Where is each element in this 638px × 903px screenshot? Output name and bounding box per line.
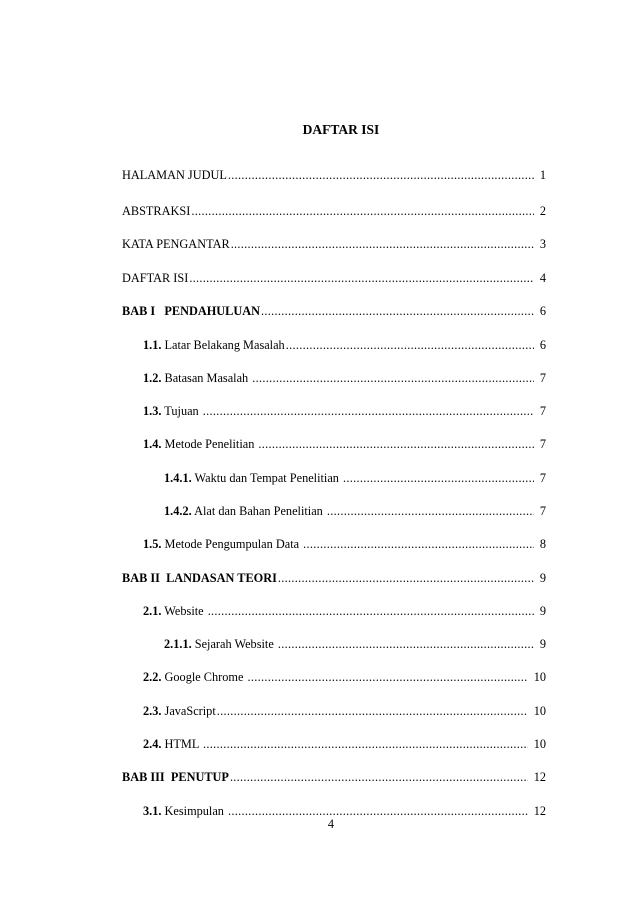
toc-entry [143,402,546,420]
toc-page-number: 7 [539,437,546,451]
toc-entry-number: 1.1. [143,338,162,352]
toc-entry [164,502,546,520]
toc-entry [143,735,546,753]
toc-entry-number: 2.2. [143,670,162,684]
toc-dot-leader [252,369,534,387]
toc-entry-label: Metode Pengumpulan Data [161,537,303,551]
toc-page-number: 1 [539,168,546,182]
toc-entry [122,269,546,287]
toc-dot-leader [230,768,528,786]
toc-dot-leader [278,635,534,653]
toc-entry [143,668,546,686]
toc-dot-leader [278,569,534,587]
toc-entry-label: ABSTRAKSI [122,204,191,218]
toc-dot-leader [343,469,534,487]
toc-dot-leader [261,302,534,320]
toc-page-number: 12 [533,770,546,784]
toc-entry-number: 1.5. [143,537,162,551]
toc-dot-leader [228,166,534,184]
toc-page-number: 3 [539,237,546,251]
toc-page-number: 10 [533,704,546,718]
toc-page-number: 12 [533,804,546,818]
toc-page-number: 7 [539,404,546,418]
toc-entry-label: Kesimpulan [161,804,228,818]
toc-dot-leader [217,702,528,720]
toc-entry [122,166,546,184]
toc-entry-number: 1.2. [143,371,162,385]
toc-entry [143,702,546,720]
toc-entry-label: Latar Belakang Masalah [161,338,285,352]
toc-page-number: 9 [539,571,546,585]
toc-page-number: 6 [539,338,546,352]
toc-dot-leader [303,535,534,553]
toc-entry-label: Sejarah Website [191,637,277,651]
toc-entry-label: DAFTAR ISI [122,271,189,285]
toc-entry [164,469,546,487]
toc-dot-leader [286,336,534,354]
toc-page-number: 6 [539,304,546,318]
toc-chapter-label: BAB II LANDASAN TEORI [122,571,277,585]
toc-page-number: 10 [533,737,546,751]
toc-page-number: 9 [539,604,546,618]
toc-entry [143,435,546,453]
toc-entry [143,336,546,354]
toc-dot-leader [189,269,534,287]
toc-entry [143,369,546,387]
toc-entry-label: Batasan Masalah [161,371,252,385]
toc-entry-number: 1.4. [143,437,162,451]
toc-entry-number: 1.4.2. [164,504,192,518]
toc-entry-label: HTML [161,737,202,751]
toc-entry-label: Alat dan Bahan Penelitian [191,504,326,518]
toc-entry-number: 1.4.1. [164,471,192,485]
toc-chapter-label: BAB III PENUTUP [122,770,229,784]
toc-entry [143,535,546,553]
toc-page-number: 2 [539,204,546,218]
toc-entry-number: 2.3. [143,704,162,718]
toc-chapter-label: BAB I PENDAHULUAN [122,304,261,318]
toc-dot-leader [191,202,534,220]
toc-entry-label: Tujuan [161,404,202,418]
toc-page-number: 7 [539,504,546,518]
toc-entry-label: Metode Penelitian [161,437,258,451]
toc-entry [164,635,546,653]
toc-entry-label: Website [161,604,207,618]
toc-entry-number: 2.1.1. [164,637,192,651]
toc-entry [143,602,546,620]
toc-dot-leader [258,435,533,453]
toc-dot-leader [231,235,534,253]
toc-entry [122,202,546,220]
toc-entry-label: Waktu dan Tempat Penelitian [191,471,343,485]
toc-chapter-entry [122,569,546,587]
toc-entry [122,235,546,253]
toc-dot-leader [248,668,528,686]
page-title: DAFTAR ISI [302,122,380,137]
toc-entry-label: JavaScript [161,704,216,718]
toc-page-number: 7 [539,371,546,385]
toc-dot-leader [203,402,534,420]
page-number-footer: 4 [327,817,335,831]
toc-page-number: 7 [539,471,546,485]
toc-chapter-entry [122,302,546,320]
toc-dot-leader [208,602,534,620]
toc-entry-number: 3.1. [143,804,162,818]
toc-page-number: 9 [539,637,546,651]
toc-entry-label: HALAMAN JUDUL [122,168,227,182]
toc-page-number: 8 [539,537,546,551]
toc-entry-number: 2.1. [143,604,162,618]
toc-chapter-entry [122,768,546,786]
toc-dot-leader [203,735,528,753]
toc-dot-leader [327,502,534,520]
toc-entry-label: KATA PENGANTAR [122,237,230,251]
toc-entry-number: 1.3. [143,404,162,418]
toc-entry-number: 2.4. [143,737,162,751]
toc-page-number: 10 [533,670,546,684]
toc-entry-label: Google Chrome [161,670,247,684]
toc-page-number: 4 [539,271,546,285]
